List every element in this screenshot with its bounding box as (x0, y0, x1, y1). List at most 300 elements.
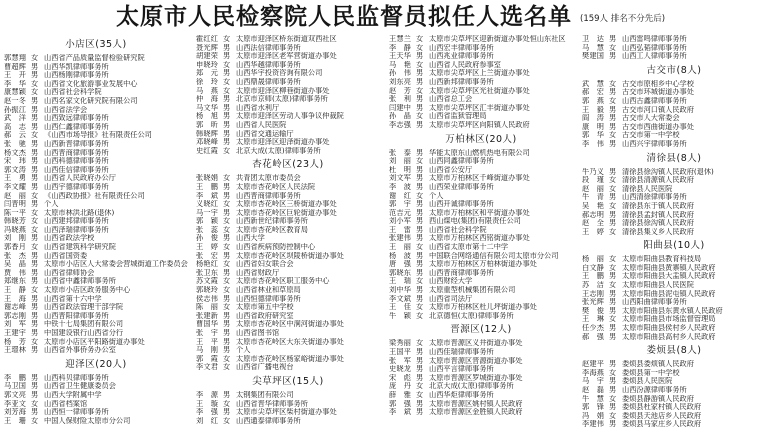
member-name: 李海燕 (582, 368, 604, 377)
member-name: 孙晶 (389, 112, 411, 121)
member-gender: 男 (416, 356, 424, 365)
member-row (389, 183, 573, 192)
member-name: 武慧 (582, 79, 604, 88)
member-name: 康明 (582, 122, 604, 131)
member-name: 张泰 (389, 148, 411, 157)
member-gender: 男 (416, 348, 424, 356)
member-row (4, 183, 188, 192)
member-row (4, 234, 188, 243)
member-name: 胡建荣 (196, 52, 218, 61)
member-name: 杨芳 (4, 337, 26, 346)
member-row (4, 114, 188, 123)
member-org: 山西同鑫律师事务所 (429, 157, 494, 166)
member-org: 太原市杏花岭区中涧河街道办事处 (236, 320, 344, 329)
member-row (4, 400, 188, 409)
member-org: 山西鼎晟律师事务所 (236, 77, 301, 86)
member-org: 山西建邦律师事务所 (44, 217, 109, 226)
member-row (196, 295, 380, 304)
member-row (196, 104, 380, 113)
member-org: 娄烦县天池店乡人民政府 (622, 411, 702, 420)
member-name: 侯志伟 (196, 294, 218, 303)
member-name: 苏文霞 (196, 277, 218, 286)
member-row (389, 209, 573, 218)
member-name: 范吉元 (389, 208, 411, 217)
member-row (389, 277, 573, 286)
member-gender: 男 (416, 268, 424, 277)
member-row (4, 312, 188, 321)
member-name: 陈丽 (196, 303, 218, 312)
member-row (389, 112, 573, 121)
member-gender: 男 (31, 105, 39, 114)
member-name: 王静 (4, 286, 26, 295)
member-org: 太原市万柏林区和平街道办事处 (429, 208, 530, 217)
member-name: 刘小军 (389, 217, 411, 226)
member-org: 太原市尖草坪区向阳镇人民政府 (429, 120, 530, 129)
member-row (582, 281, 766, 290)
member-name: 唐强 (389, 260, 411, 269)
member-org: 《山西市场导报》社有限责任公司 (44, 131, 152, 140)
member-row (4, 320, 188, 329)
member-gender: 男 (31, 373, 39, 382)
member-row (196, 69, 380, 78)
member-org: 清徐县集义乡人民政府 (622, 227, 694, 236)
member-row (582, 290, 766, 299)
member-org: 太原市小店区人大常委会营城街道工作委员会 (44, 260, 188, 269)
member-name: 王雷 (389, 225, 411, 234)
member-org: 个人 (236, 346, 251, 355)
member-row (196, 44, 380, 53)
member-org: 古交市第一中学校 (622, 131, 680, 140)
district-heading: 万柏林区(20人) (445, 133, 517, 145)
member-org: 山西大学附属中学 (44, 390, 102, 399)
member-name: 李源 (196, 390, 218, 399)
member-org: 太原市杏花岭区教育局 (236, 225, 308, 234)
member-gender: 女 (31, 225, 39, 234)
member-gender: 男 (609, 88, 617, 97)
member-gender: 女 (223, 35, 231, 43)
district-heading: 清徐县(8人) (646, 152, 702, 164)
member-gender: 女 (223, 86, 231, 95)
member-org: 娄烦县娄烦镇人民政府 (622, 360, 694, 369)
member-name: 郝志明 (582, 210, 604, 219)
member-name: 王勇 (4, 174, 26, 183)
member-gender: 女 (609, 131, 617, 140)
member-row (196, 174, 380, 183)
member-org: 山西省政法管理干部学院 (44, 303, 124, 312)
member-row (389, 149, 573, 158)
member-name: 马宇 (582, 377, 604, 386)
member-row (4, 209, 188, 218)
member-row (196, 303, 380, 312)
member-org: 太原市小店区政务服务中心 (44, 286, 131, 295)
member-gender: 女 (223, 77, 231, 86)
member-gender: 男 (31, 329, 39, 337)
member-name: 郭香月 (4, 243, 26, 252)
member-org: 山西省总工会 (429, 95, 473, 104)
member-row (196, 417, 380, 426)
member-org: 山西华凯律师事务所 (44, 62, 109, 71)
member-name: 王天华 (389, 52, 411, 61)
member-row (196, 138, 380, 147)
member-org: 山西弘韬律师事务所 (622, 43, 687, 52)
member-name: 张建新 (196, 311, 218, 320)
member-gender: 男 (223, 320, 231, 329)
member-name: 梁秀丽 (389, 339, 411, 348)
member-name: 郝宏 (582, 88, 604, 97)
member-org: 太原市迎泽区柳巷街道办事处 (236, 86, 330, 95)
member-org: 古交市人大常委会 (622, 114, 680, 123)
member-name: 马文华 (196, 103, 218, 112)
member-gender: 男 (223, 329, 231, 337)
member-gender: 女 (416, 112, 424, 121)
member-org: 中国人保财险太原市分公司 (44, 416, 131, 425)
member-row (389, 87, 573, 96)
member-gender: 男 (609, 377, 617, 386)
member-org: 山西晋商律师事务所 (429, 268, 494, 277)
member-name: 郭宇 (389, 200, 411, 209)
member-name: 郭昕 (196, 120, 218, 129)
member-row (389, 95, 573, 104)
member-gender: 男 (609, 298, 617, 307)
member-org: 山西兴宇律师事务所 (622, 139, 687, 148)
member-row (196, 130, 380, 139)
member-gender: 女 (31, 191, 39, 200)
member-name: 赵全 (582, 219, 604, 228)
member-row (4, 106, 188, 115)
member-row (582, 106, 766, 115)
member-gender: 男 (223, 52, 231, 61)
member-gender: 男 (223, 112, 231, 121)
member-row (4, 303, 188, 312)
member-name: 义晓红 (196, 200, 218, 209)
member-gender: 女 (609, 394, 617, 403)
member-org: 太原市阳曲县教育科技局 (622, 255, 702, 264)
member-org: 北京德恒(太原)律师事务所 (429, 311, 514, 320)
member-gender: 女 (609, 411, 617, 420)
member-org: 山西晋商律师事务所 (236, 191, 301, 200)
member-gender: 女 (416, 60, 424, 69)
member-row (582, 360, 766, 369)
member-gender: 男 (31, 320, 39, 329)
member-row (4, 157, 188, 166)
member-org: 太原市晋源区姚村镇人民政府 (429, 399, 523, 408)
member-row (196, 234, 380, 243)
district-heading: 晋源区(12人) (450, 324, 512, 336)
member-org: 娄烦县静游镇人民政府 (622, 394, 694, 403)
district-heading: 小店区(35人) (65, 39, 127, 50)
member-row (4, 391, 188, 400)
member-name: 徐玲 (196, 77, 218, 86)
member-gender: 女 (223, 225, 231, 234)
member-gender: 女 (223, 354, 231, 363)
member-name: 王佳 (389, 303, 411, 312)
member-org: 清徐县清源镇人民政府 (622, 176, 694, 185)
member-row (582, 272, 766, 281)
member-row (389, 52, 573, 61)
member-row (4, 192, 188, 201)
member-row (4, 408, 188, 417)
member-name: 曹超辉 (4, 62, 26, 71)
member-gender: 男 (31, 277, 39, 286)
member-row (196, 400, 380, 409)
member-row (196, 338, 380, 347)
member-row (4, 97, 188, 106)
member-row (4, 140, 188, 149)
member-name: 曹国华 (196, 320, 218, 329)
member-row (4, 217, 188, 226)
member-gender: 男 (223, 191, 231, 200)
member-org: 太原市尖草坪区柴村街道办事处 (236, 408, 337, 417)
member-name: 赵建平 (582, 360, 604, 369)
member-org: 太原市杏花岭区巨轮街道办事处 (236, 208, 337, 217)
member-org: 山西晋商律师事务所 (44, 148, 109, 157)
member-org: 清徐县徐沟镇人民政府(退休) (622, 167, 714, 176)
member-name: 李亚文 (4, 399, 26, 408)
member-row (582, 307, 766, 316)
member-org: 山西新晋律师事务所 (44, 139, 109, 148)
member-gender: 男 (223, 408, 231, 417)
member-row (389, 217, 573, 226)
member-org: 太原市杏花岭区杨家峪街道办事处 (236, 354, 344, 363)
member-gender: 女 (416, 191, 424, 200)
member-org: 山西省人民政府参事室 (429, 60, 501, 69)
member-name: 牛慧 (582, 394, 604, 403)
member-row (4, 88, 188, 97)
member-row (196, 355, 380, 364)
district-heading: 古交市(8人) (646, 64, 702, 76)
member-gender: 女 (223, 416, 231, 425)
member-name: 刘东亮 (389, 77, 411, 86)
page-title: 太原市人民检察院人民监督员拟任人选名单 (116, 4, 572, 30)
member-org: 太原重型机械集团有限公司 (429, 286, 516, 295)
member-gender: 男 (609, 210, 617, 219)
member-row (389, 382, 573, 391)
member-row (196, 391, 380, 400)
member-org: 古交市环城街道办事处 (622, 88, 694, 97)
member-row (196, 87, 380, 96)
member-gender: 男 (31, 346, 39, 355)
member-name: 张宇 (196, 329, 218, 337)
member-gender: 女 (223, 217, 231, 226)
member-org: 山西阳曲律师事务所 (622, 298, 687, 307)
member-gender: 男 (416, 77, 424, 86)
member-org: 山西宏丰律师事务所 (429, 43, 494, 52)
member-gender: 男 (31, 200, 39, 209)
member-gender: 男 (31, 157, 39, 166)
member-org: 太原市阳曲县市场监督管理局 (622, 315, 716, 324)
member-name: 申晓玲 (196, 60, 218, 69)
member-org: 山西恒一律师事务所 (44, 408, 109, 417)
member-org: 山西省水利厅 (236, 103, 280, 112)
member-name: 任少杰 (582, 324, 604, 333)
member-gender: 男 (223, 311, 231, 320)
member-gender: 男 (416, 103, 424, 112)
member-org: 山西省第十六中学 (44, 294, 102, 303)
member-name: 王国平 (389, 348, 411, 356)
member-name: 郝强 (582, 332, 604, 341)
member-gender: 女 (223, 243, 231, 252)
member-row (196, 78, 380, 87)
member-org: 山西新世纪律师事务所 (236, 217, 308, 226)
member-name: 赵丽 (582, 184, 604, 193)
member-org: 娄烦县马家庄乡人民政府 (622, 420, 702, 429)
member-org: 太原市晋源区金胜镇人民政府 (429, 408, 523, 417)
member-row (582, 140, 766, 149)
member-name: 王建宇 (4, 329, 26, 337)
member-gender: 男 (416, 373, 424, 382)
member-name: 郭晓玲 (196, 286, 218, 295)
member-name: 张军 (389, 356, 411, 365)
member-name: 刘军 (4, 320, 26, 329)
member-row (389, 400, 573, 409)
member-name: 王开 (4, 71, 26, 80)
member-name: 杨旭 (196, 112, 218, 121)
member-gender: 女 (223, 277, 231, 286)
member-name: 王慧兰 (389, 35, 411, 43)
member-org: 山西省档案馆 (44, 399, 88, 408)
member-name: 白文静 (582, 263, 604, 272)
member-gender: 男 (223, 337, 231, 346)
member-gender: 男 (416, 234, 424, 243)
member-org: 山西省晋华律师事务所 (236, 399, 308, 408)
member-name: 张光辉 (582, 298, 604, 307)
member-row (196, 252, 380, 261)
member-org: 北京市京师(太原)律师事务所 (236, 95, 328, 104)
member-name: 刘刚 (4, 234, 26, 243)
member-row (582, 211, 766, 220)
member-row (389, 391, 573, 400)
member-gender: 男 (31, 122, 39, 131)
member-gender: 男 (609, 324, 617, 333)
member-org: 太原市小店区平阳路街道办事处 (44, 337, 145, 346)
member-row (389, 78, 573, 87)
member-row (196, 226, 380, 235)
member-row (196, 286, 380, 295)
member-gender: 男 (416, 200, 424, 209)
member-org: 太原市杏花岭区人民法院 (236, 182, 316, 191)
member-name: 王平 (196, 337, 218, 346)
member-row (196, 112, 380, 121)
member-org: 山西省人民医院 (236, 120, 287, 129)
member-gender: 男 (416, 399, 424, 408)
member-org: 太原市迎泽区桥东街道双西社区 (236, 35, 337, 43)
member-gender: 男 (31, 148, 39, 157)
member-gender: 女 (416, 86, 424, 95)
member-row (196, 147, 380, 156)
member-gender: 男 (416, 225, 424, 234)
member-name: 谢志峰 (4, 303, 26, 312)
member-org: 山西平言律师事务所 (429, 365, 494, 374)
member-name: 赵磊 (582, 386, 604, 394)
member-row (196, 269, 380, 278)
member-row (196, 183, 380, 192)
member-org: 古交市河口镇人民政府 (622, 105, 694, 114)
member-row (389, 166, 573, 175)
member-gender: 男 (609, 105, 617, 114)
member-gender: 男 (31, 139, 39, 148)
member-name: 张利 (389, 95, 411, 104)
member-row (582, 114, 766, 123)
member-gender: 男 (31, 165, 39, 174)
member-row (582, 123, 766, 132)
member-name: 李波 (389, 182, 411, 191)
member-name: 杨丽 (582, 255, 604, 264)
member-row (582, 35, 766, 44)
member-org: 山西省文化旅游事业发展中心 (44, 79, 138, 88)
member-org: 山西省建筑科学研究院 (44, 243, 116, 252)
member-org: 西山煤电(集团)有限责任公司 (429, 217, 521, 226)
district-heading: 迎泽区(20人) (65, 358, 127, 370)
member-org: 山西省疾病预防控制中心 (236, 243, 316, 252)
member-name: 杨波 (389, 251, 411, 260)
member-org: 山西华宇投资咨询有限公司 (236, 69, 323, 78)
member-row (582, 168, 766, 177)
member-name: 陈一平 (4, 208, 26, 217)
member-gender: 男 (416, 148, 424, 157)
member-org: 太原市杏花岭区大东关街道办事处 (236, 337, 344, 346)
member-gender: 男 (31, 234, 39, 243)
member-org: 山西省太原市第十二中学 (429, 243, 509, 252)
member-gender: 男 (223, 69, 231, 78)
member-gender: 男 (223, 95, 231, 104)
member-org: 娄烦县第一中学校 (622, 368, 680, 377)
member-org: 太钢集团有限公司 (236, 390, 294, 399)
member-org: 个人 (44, 200, 59, 209)
member-row (4, 200, 188, 209)
member-row (389, 61, 573, 70)
member-gender: 女 (31, 54, 39, 62)
member-org: 《山西政协报》社有限责任公司 (44, 191, 145, 200)
member-org: 山西省人民政府办公厅 (44, 174, 116, 183)
member-gender: 男 (31, 182, 39, 191)
member-org: 山西省司法厅 (429, 294, 473, 303)
member-name: 李斌 (389, 408, 411, 417)
member-gender: 男 (609, 386, 617, 394)
member-row (582, 44, 766, 53)
member-row (389, 200, 573, 209)
member-name: 郭晓东 (389, 268, 411, 277)
member-gender: 女 (609, 368, 617, 377)
member-org: 北京大成(太原)律师事务所 (236, 146, 321, 155)
member-gender: 女 (31, 243, 39, 252)
member-name: 郑继东 (4, 277, 26, 286)
member-org: 山西省政法学校 (44, 234, 95, 243)
member-org: 山西财经大学 (429, 277, 473, 286)
member-org: 太原市杏花岭区职工服务中心 (236, 277, 330, 286)
list-column (196, 35, 380, 425)
member-row (196, 200, 380, 209)
member-org: 太原市万柏林区西铭街道办事处 (429, 234, 530, 243)
member-gender: 男 (223, 208, 231, 217)
member-org: 山西省监狱管理局 (429, 112, 487, 121)
member-row (196, 408, 380, 417)
member-row (196, 52, 380, 61)
member-name: 王丽 (389, 243, 411, 252)
member-name: 赵丽 (4, 191, 26, 200)
member-gender: 女 (609, 184, 617, 193)
member-row (389, 374, 573, 383)
member-row (389, 35, 573, 44)
member-row (4, 149, 188, 158)
member-org: 太原市杏花岭区三桥街道办事处 (236, 200, 337, 209)
member-row (389, 226, 573, 235)
member-gender: 女 (31, 88, 39, 97)
member-name: 李文斌 (389, 294, 411, 303)
member-name: 郭华 (582, 131, 604, 140)
district-heading: 娄烦县(8人) (646, 345, 702, 357)
member-org: 清徐县人民医院 (622, 184, 673, 193)
member-name: 王志刚 (582, 289, 604, 298)
